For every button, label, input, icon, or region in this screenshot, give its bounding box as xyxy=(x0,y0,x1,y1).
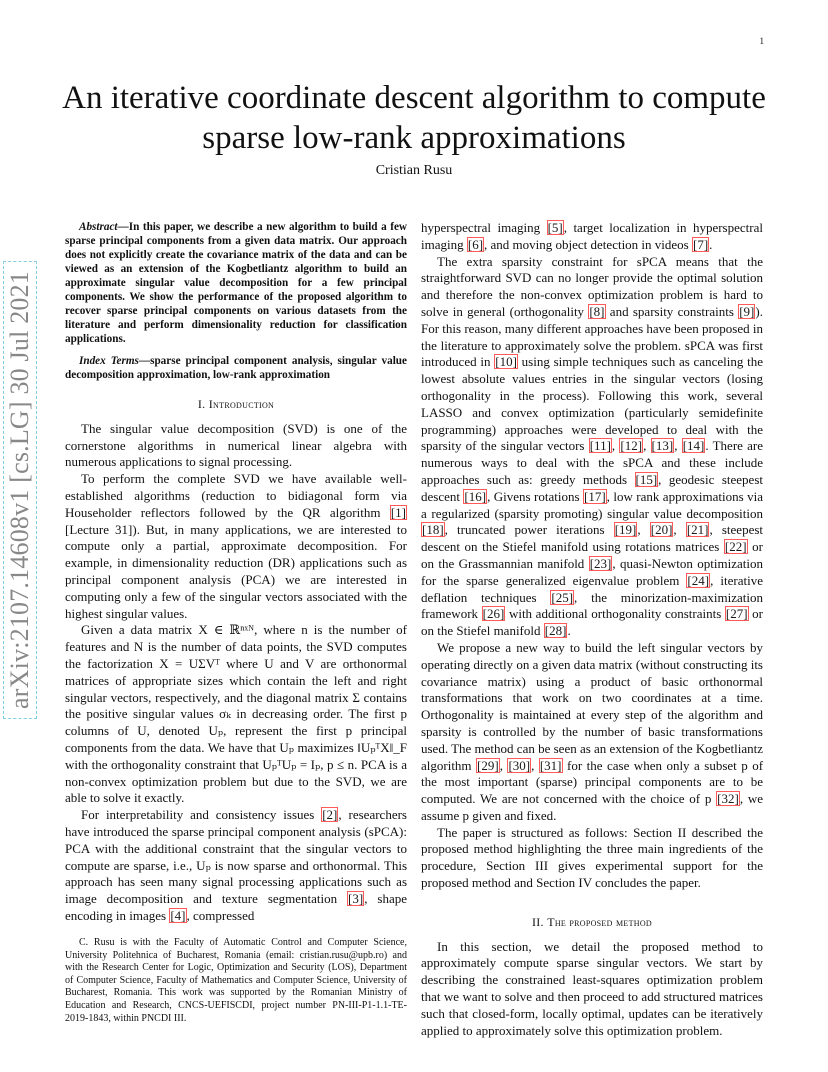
right-paragraph-4: The paper is structured as follows: Section II described the proposed method highlighting the three main ingredients of the procedure, Section III gives experimental support for the proposed method and Section IV concludes the paper. xyxy=(421,824,763,891)
paper-title: An iterative coordinate descent algorithm to compute sparse low-rank approximations xyxy=(62,80,766,156)
citation-link[interactable]: [2] xyxy=(322,807,338,823)
index-terms xyxy=(65,354,407,382)
citation-link[interactable]: [30] xyxy=(508,757,531,773)
citation-link[interactable]: [22] xyxy=(724,539,747,555)
citation-link[interactable]: [16] xyxy=(464,488,487,504)
citation-link[interactable]: [9] xyxy=(739,303,755,319)
right-column xyxy=(421,220,763,1039)
citation-link[interactable]: [6] xyxy=(467,236,484,252)
intro-paragraph-1: The singular value decomposition (SVD) is one of the cornerstone algorithms in numerical linear algebra with numerous applications to signal processing. xyxy=(65,420,407,470)
abstract xyxy=(65,220,407,346)
intro-paragraph-3: Given a data matrix X ∈ ℝⁿˣᴺ, where n is the number of features and N is the number of data points, the SVD computes the factorization X = UΣVᵀ where U and V are orthonormal matrices of appropriate sizes which contain the left and right singular vectors, respectively, and the diagonal matrix Σ contains the positive singular values σₖ in decreasing order. The first p columns of U, denoted Uₚ, represent the first p principal components from the data. We have that Uₚ maximizes ‖UₚᵀX‖_F with the orthogonality constraint that UₚᵀUₚ = Iₚ, p ≤ n. PCA is a non-convex optimization problem but due to the SVD, we are able to solve it exactly. xyxy=(65,622,407,806)
right-paragraph-3: We propose a new way to build the left singular vectors by operating directly on a given data matrix (without constructing its covariance matrix) using a product of basic orthonormal transformations that work on two coordinates at a time. Orthogonality is maintained at every step of the algorithm and sparsity is controlled by the number of basic transformations used. The method can be seen as an extension of the Kogbetliantz algorithm [29], [30], [31] for the case when only a subset p of the most important (sparse) principal components are to be computed. We are not concerned with the choice of p [32], we assume p given and fixed. xyxy=(421,639,764,823)
intro-paragraph-4: For interpretability and consistency issues [2], researchers have introduced the sparse principal component analysis (sPCA): PCA with the additional constraint that the singular vectors to compute are sparse, i.e., Uₚ is now sparse and orthonormal. This approach has seen many signal processing applications such as image decomposition and texture segmentation [3], shape encoding in images [4], compressed xyxy=(65,807,407,923)
citation-link[interactable]: [31] xyxy=(539,757,562,773)
index-terms-text: —sparse principal component analysis, singular value decomposition approximation, low-rank approximation xyxy=(65,355,407,381)
citation-link[interactable]: [23] xyxy=(589,555,612,571)
citation-link[interactable]: [12] xyxy=(620,438,643,454)
abstract-text: —In this paper, we describe a new algorithm to build a few sparse principal components from a given data matrix. Our approach does not explicitly create the covariance matrix of the data and can be viewed as an extension of the Kogbetliantz algorithm to build an approximate singular value decomposition for a few principal components. We show the performance of the proposed algorithm to recover sparse principal components on various datasets from the literature and perform dimensionality reduction for classification applications. xyxy=(65,221,407,345)
citation-link[interactable]: [5] xyxy=(547,220,563,235)
footnote: C. Rusu is with the Faculty of Automatic Control and Computer Science, University Politehnica of Bucharest, Romania (email: cristian.rusu@upb.ro) and with the Research Center for Logic, Optimization and Security (LOS), Department of Computer Science, Faculty of Mathematics and Computer Science, University of Bucharest, Romania. This work was supported by the Romanian Ministry of Education and Research, CNCS-UEFISCDI, project number PN-III-P1-1.1-TE-2019-1843, within PNCDI III. xyxy=(65,937,407,1024)
left-column xyxy=(65,220,407,925)
citation-link[interactable]: [14] xyxy=(682,438,705,454)
citation-link[interactable]: [26] xyxy=(482,606,505,622)
citation-link[interactable]: [20] xyxy=(650,522,673,538)
citation-link[interactable]: [24] xyxy=(687,572,710,588)
citation-link[interactable]: [19] xyxy=(614,522,637,538)
citation-link[interactable]: [8] xyxy=(589,303,605,319)
citation-link[interactable]: [1] xyxy=(390,504,406,520)
citation-link[interactable]: [32] xyxy=(717,791,739,807)
citation-link[interactable]: [13] xyxy=(651,438,674,454)
citation-link[interactable]: [21] xyxy=(686,522,709,538)
citation-link[interactable]: [7] xyxy=(693,236,709,252)
citation-link[interactable]: [11] xyxy=(589,438,611,454)
right-paragraph-2: The extra sparsity constraint for sPCA means that the straightforward SVD can no longer provide the optimal solution and therefore the non-convex optimization problem is hard to solve in general (orthogonality [8] and sparsity constraints [9]). For this reason, many different approaches have been proposed in the literature to approximately solve the problem. sPCA was first introduced in [10] using simple techniques such as canceling the lowest absolute values entries in the singular vectors (losing orthogonality in the process). Following this work, several LASSO and convex optimization (particularly semidefinite programming) approaches were developed to deal with the sparsity of the singular vectors [11], [12], [13], [14]. There are numerous ways to deal with the sPCA and these include approaches such as: greedy methods [15], geodesic steepest descent [16], Givens rotations [17], low rank approximations via a regularized (sparsity promoting) singular value decomposition [18], truncated power iterations [19], [20], [21], steepest descent on the Stiefel manifold using rotations matrices [22] or on the Grassmannian manifold [23], quasi-Newton optimization for the sparse generalized eigenvalue problem [24], iterative deflation techniques [25], the minorization-maximization framework [26] with additional orthogonality constraints [27] or on the Stiefel manifold [28]. xyxy=(421,253,764,639)
right-paragraph-1: hyperspectral imaging [5], target localization in hyperspectral imaging [6], and moving object detection in videos [7]. xyxy=(421,220,763,252)
section-heading-introduction: I. Introduction xyxy=(197,397,275,411)
citation-link[interactable]: [15] xyxy=(635,471,658,487)
citation-link[interactable]: [10] xyxy=(495,354,517,370)
abstract-label: Abstract xyxy=(79,221,118,233)
arxiv-stamp[interactable]: arXiv:2107.14608v1 [cs.LG] 30 Jul 2021 xyxy=(2,260,38,720)
author-name: Cristian Rusu xyxy=(375,163,453,178)
citation-link[interactable]: [3] xyxy=(348,891,364,907)
citation-link[interactable]: [25] xyxy=(551,589,574,605)
page-number: 1 xyxy=(759,36,764,46)
index-terms-label: Index Terms xyxy=(79,355,139,367)
section-heading-proposed-method: II. The proposed method xyxy=(531,914,653,929)
intro-paragraph-2: To perform the complete SVD we have available well-established algorithms (reduction to bidiagonal form via Householder reflectors followed by the QR algorithm [1][Lecture 31]). But, in many applications, we are interested to compute only a partial, approximate decomposition. For example, in dimensionality reduction (DR) applications such as principal component analysis (PCA) we are interested in computing only a few of the singular vectors associated with the highest singular values. xyxy=(65,471,407,621)
citation-link[interactable]: [4] xyxy=(170,907,186,923)
citation-link[interactable]: [18] xyxy=(422,522,444,538)
citation-link[interactable]: [28] xyxy=(544,623,567,639)
citation-link[interactable]: [17] xyxy=(583,488,606,504)
citation-link[interactable]: [27] xyxy=(725,606,748,622)
right-paragraph-5: In this section, we detail the proposed method to approximately compute sparse singular vectors. We start by describing the constrained least-squares optimization problem that we want to solve and then proceed to add structured matrices such that closed-form, locally optimal, updates can be iteratively applied to approximately solve this optimization problem. xyxy=(421,938,763,1038)
citation-link[interactable]: [29] xyxy=(477,757,499,773)
